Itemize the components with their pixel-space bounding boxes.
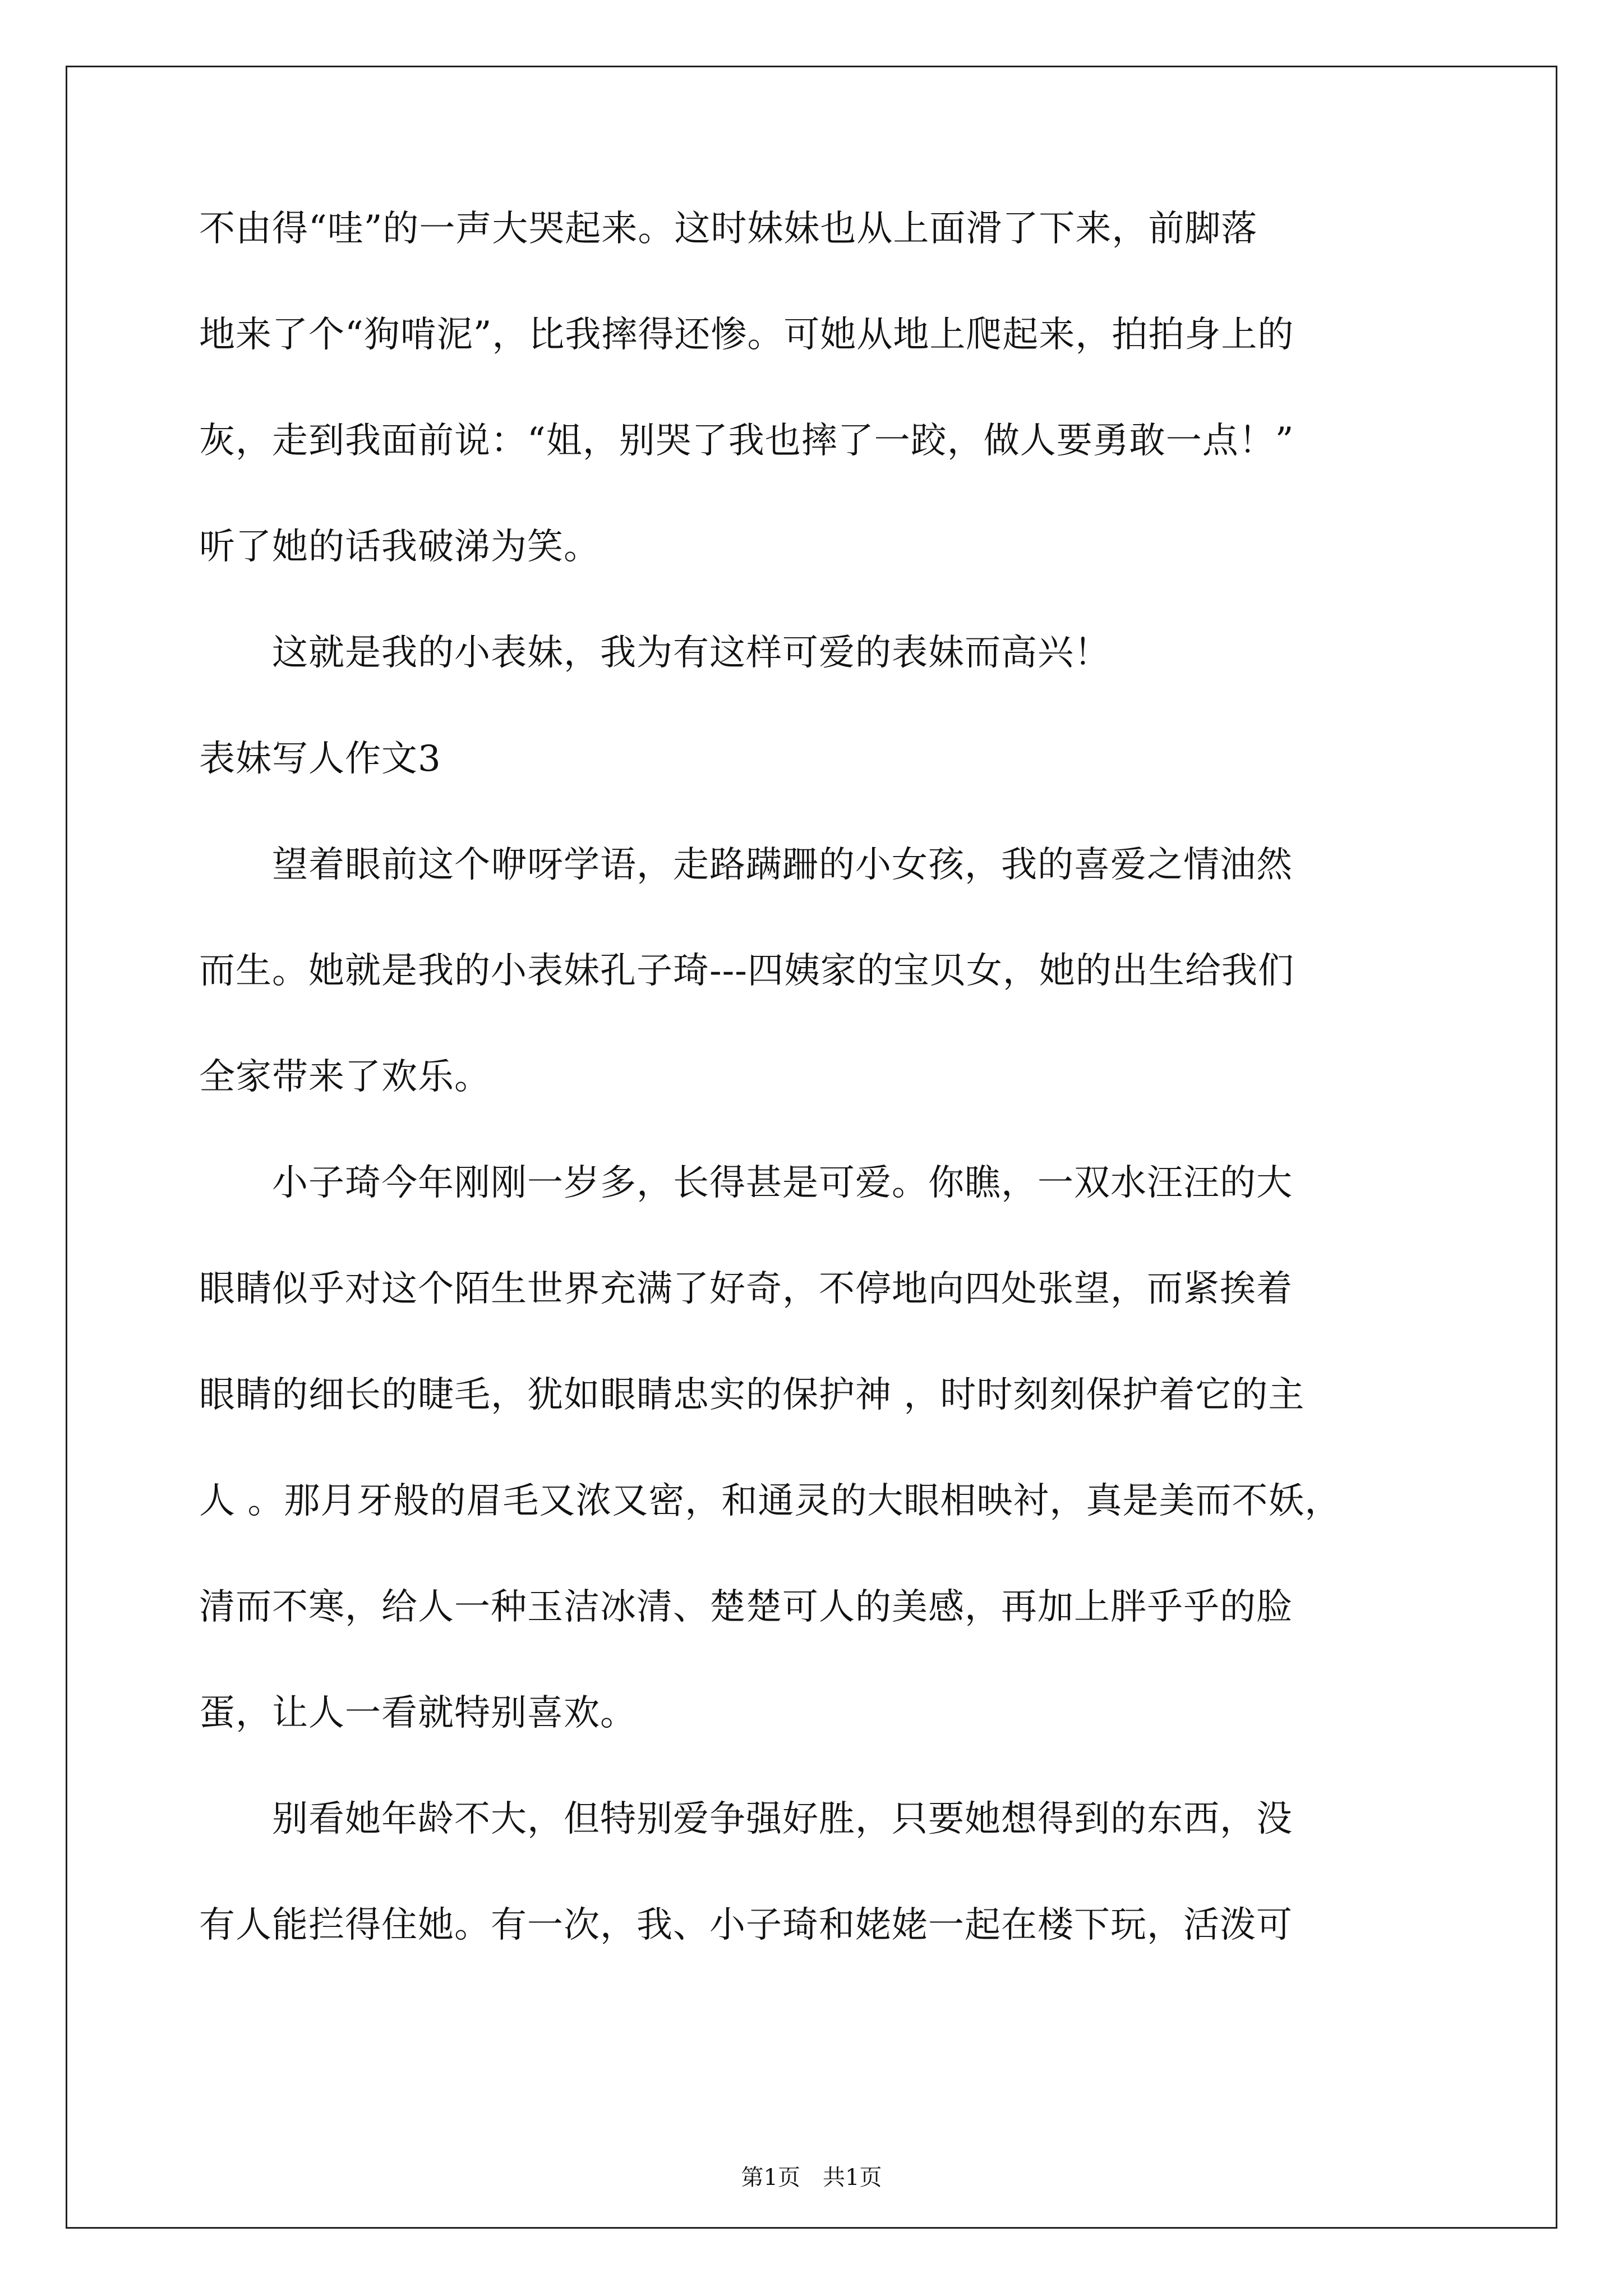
text-line: 有人能拦得住她。有一次，我、小子琦和姥姥一起在楼下玩，活泼可	[199, 1904, 1293, 1946]
text-line: 不由得“哇”的一声大哭起来。这时妹妹也从上面滑了下来，前脚落	[199, 208, 1258, 250]
text-line: 灰，走到我面前说：“姐，别哭了我也摔了一跤，做人要勇敢一点！”	[199, 420, 1294, 462]
text-line: 小子琦今年刚刚一岁多，长得甚是可爱。你瞧，一双水汪汪的大	[199, 1162, 1293, 1204]
text-line: 全家带来了欢乐。	[199, 1056, 491, 1098]
text-line: 蛋，让人一看就特别喜欢。	[199, 1692, 637, 1734]
page-footer: 第1页 共1页	[741, 2165, 882, 2191]
text-line: 望着眼前这个咿呀学语，走路蹒跚的小女孩，我的喜爱之情油然	[199, 844, 1293, 886]
text-line: 这就是我的小表妹，我为有这样可爱的表妹而高兴！	[199, 632, 1110, 674]
text-line: 别看她年龄不大，但特别爱争强好胜，只要她想得到的东西，没	[199, 1798, 1293, 1840]
text-line: 人 。那月牙般的眉毛又浓又密，和通灵的大眼相映衬，真是美而不妖，	[199, 1480, 1341, 1522]
text-line: 眼睛的细长的睫毛，犹如眼睛忠实的保护神 ，时时刻刻保护着它的主	[199, 1374, 1305, 1416]
section-heading: 表妹写人作文3	[199, 738, 441, 780]
text-line: 而生。她就是我的小表妹孔子琦---四姨家的宝贝女，她的出生给我们	[199, 950, 1294, 992]
text-line: 眼睛似乎对这个陌生世界充满了好奇，不停地向四处张望，而紧挨着	[199, 1268, 1293, 1310]
text-line: 听了她的话我破涕为笑。	[199, 526, 600, 568]
text-line: 清而不寒，给人一种玉洁冰清、楚楚可人的美感，再加上胖乎乎的脸	[199, 1586, 1293, 1628]
text-line: 地来了个“狗啃泥”，比我摔得还惨。可她从地上爬起来，拍拍身上的	[199, 314, 1294, 356]
